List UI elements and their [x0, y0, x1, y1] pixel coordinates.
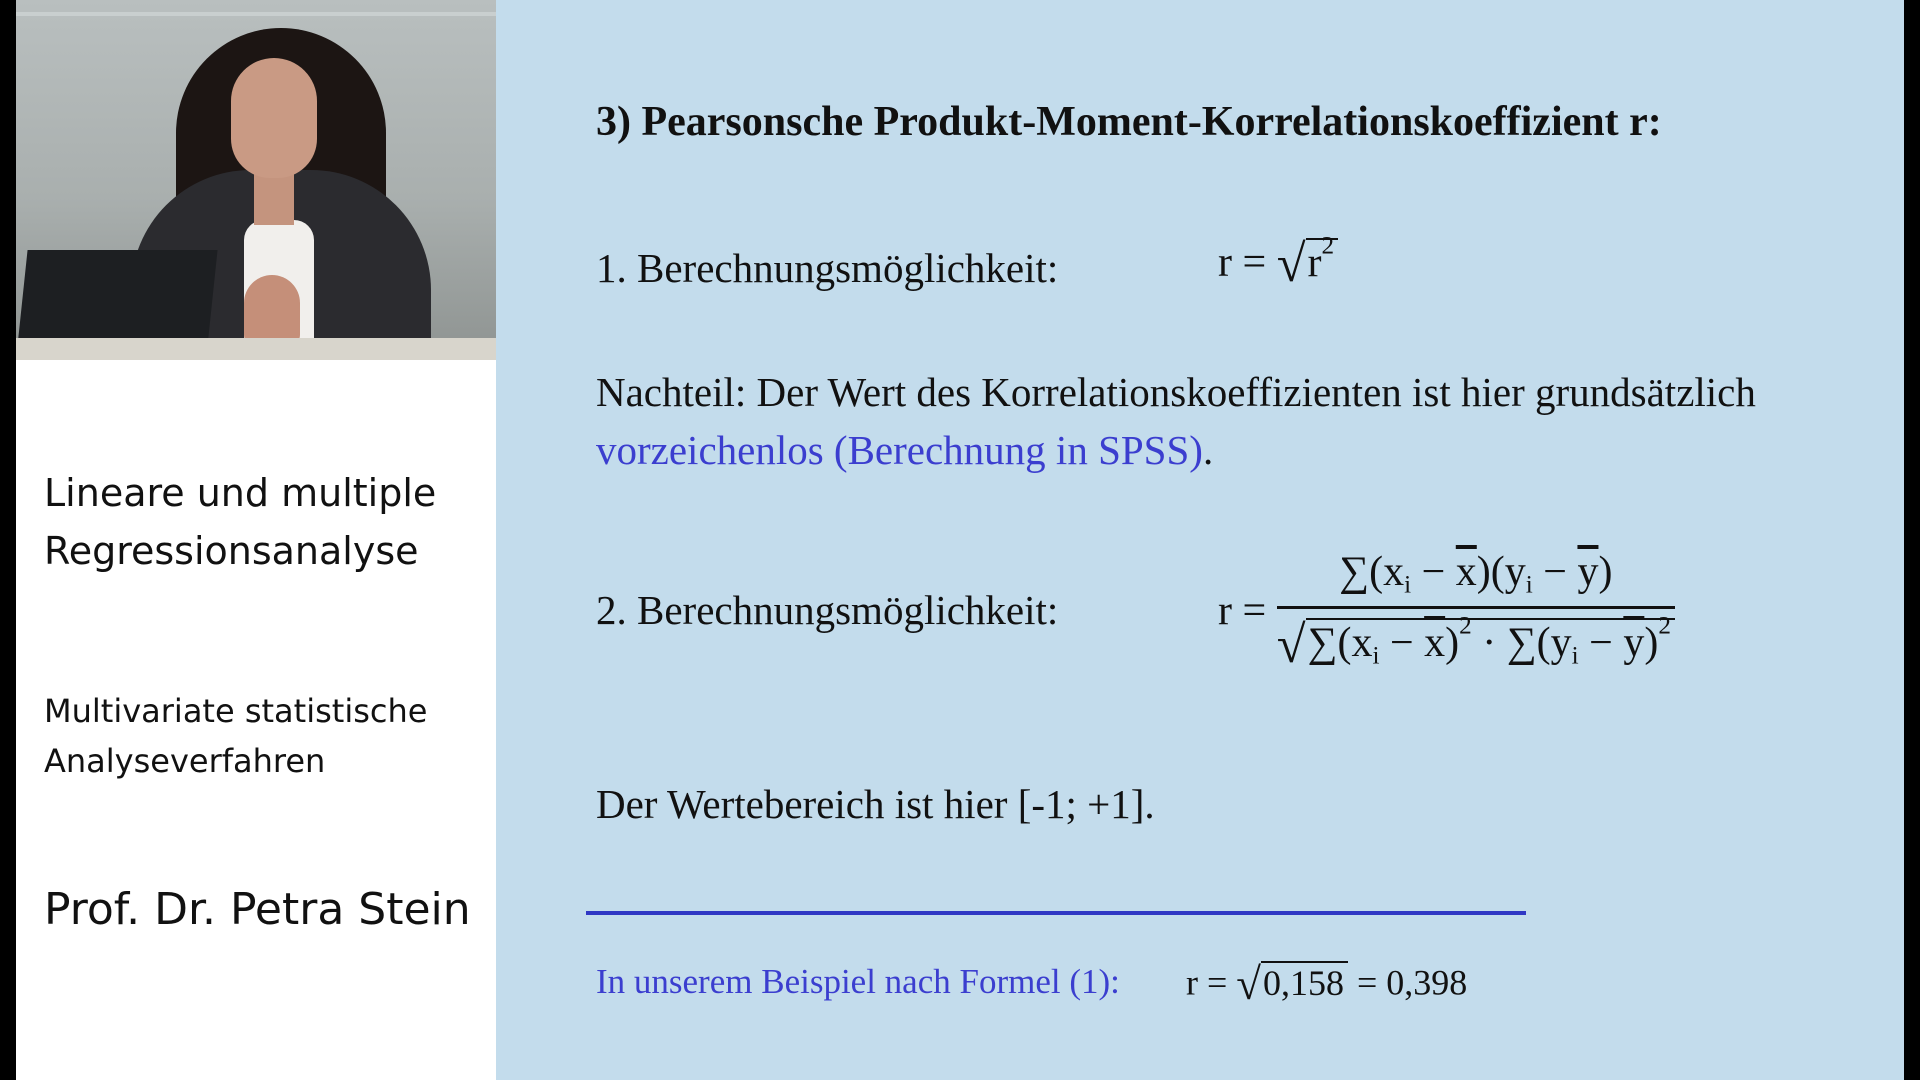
- course-subtitle: Multivariate statistische Analyseverfahren: [44, 692, 428, 780]
- drawback-black: Nachteil: Der Wert des Korrelationskoeffizienten ist hier grundsätzlich: [596, 369, 1756, 415]
- slide-title: 3) Pearsonsche Produkt-Moment-Korrelationskoeffizient r:: [596, 99, 1662, 145]
- lecture-slide: [496, 0, 1904, 1080]
- pearson-denominator: $√\sum(x_i - \overline{x})^2 \cdot \sum(y_i - \overline{y})^2$: [1277, 609, 1675, 675]
- presenter-face: [231, 58, 317, 178]
- drawback-text: [596, 363, 1756, 479]
- course-title: Lineare und multiple Regressionsanalyse: [44, 471, 437, 573]
- example-result: = 0,398: [1357, 962, 1468, 1003]
- sqrt-symbol: $√r^2$: [1277, 232, 1338, 294]
- presenter-video: [16, 0, 496, 360]
- right-border: [1904, 0, 1920, 1080]
- formula-pearson: r = $\frac{\sum(x_i - \overline{x})(y_i - \overline{y})}{√\sum(x_i - \overline{x})^2 \cdot \sum(y_i - \overline{y})^2}$: [1218, 548, 1675, 674]
- video-wall: [16, 12, 496, 16]
- example-label: In unserem Beispiel nach Formel (1):: [596, 962, 1120, 1001]
- method1-label: 1. Berechnungsmöglichkeit:: [596, 245, 1059, 291]
- pearson-numerator: $\sum(x_i - \overline{x})(y_i - \overline{y})$: [1277, 548, 1675, 609]
- drawback-end: .: [1202, 427, 1214, 473]
- method2-label: 2. Berechnungsmöglichkeit:: [596, 587, 1059, 633]
- pearson-fraction: [1277, 548, 1675, 674]
- desk: [16, 338, 496, 360]
- slide-divider: [586, 911, 1526, 915]
- sqrt-symbol: √0,158: [1236, 958, 1348, 1010]
- example-root-value: 0,158: [1261, 961, 1348, 1003]
- drawback-blue: vorzeichenlos (Berechnung in SPSS): [596, 427, 1203, 473]
- instructor-name: Prof. Dr. Petra Stein: [44, 884, 471, 935]
- range-text: Der Wertebereich ist hier [-1; +1].: [596, 781, 1155, 827]
- example-formula: r = √0,158 = 0,398: [1186, 959, 1468, 1009]
- presenter-hands: [244, 275, 300, 345]
- formula-sqrt-r-squared: $r = √r^2$: [1218, 232, 1338, 294]
